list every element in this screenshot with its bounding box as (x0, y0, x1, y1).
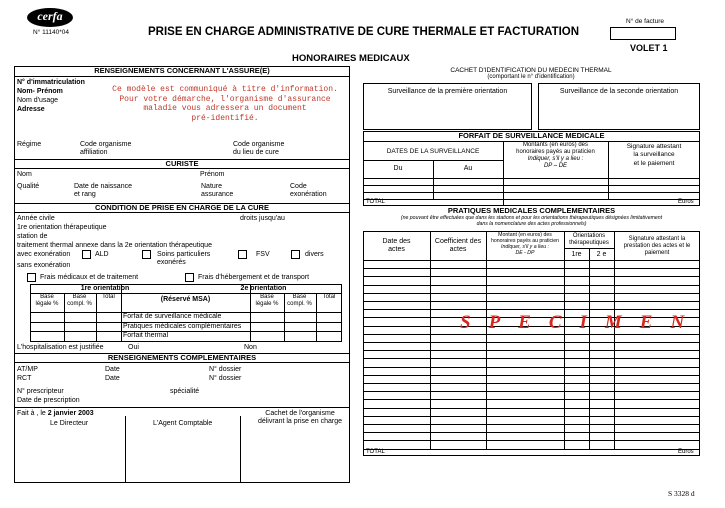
assure-section-title: RENSEIGNEMENTS CONCERNANT L'ASSURE(E) (94, 66, 270, 75)
atmp-dossier-label: N° dossier (209, 366, 242, 373)
droits-label: droits jusqu'au (240, 215, 285, 222)
specialite-label: spécialité (170, 388, 200, 395)
base-compl-1: Base compl. % (67, 294, 92, 307)
notice-line-4: pré-identifié. (191, 113, 259, 123)
sans-exoneration-label: sans exonération (17, 262, 71, 269)
orientation-2-header: 2e orientation (240, 285, 287, 292)
pratiques-table (363, 231, 703, 456)
agent-comptable-label: L'Agent Comptable (153, 420, 213, 427)
volet-label: VOLET 1 (630, 43, 668, 53)
atmp-label: AT/MP (17, 366, 38, 373)
curiste-section-title: CURISTE (165, 159, 199, 168)
pratiques-row-line (363, 367, 700, 368)
forfait-surveillance-row: Forfait de surveillance médicale (123, 313, 222, 320)
date-prescription-label: Date de prescription (17, 397, 80, 404)
base-legale-2: Base légale % (255, 294, 279, 307)
signature-surveillance-label: Signature attestant la surveillance et le paiement (626, 143, 682, 167)
notice-line-1: Ce modèle est communiqué à titre d'information. (112, 85, 338, 94)
date-actes-label: Date des actes (382, 238, 411, 254)
orientation-1-label: 1re orientation thérapeutique (17, 224, 107, 231)
orientations-label: Orientations thérapeutiques (569, 233, 609, 246)
ald-checkbox[interactable] (82, 250, 91, 259)
forfait-thermal-row: Forfait thermal (123, 332, 169, 339)
pratiques-row-line (363, 416, 700, 417)
cerfa-logo-text: cerfa (37, 9, 63, 23)
pratiques-note: (ne pouvant être effectuées que dans les stations et pour les orientations thérapeutiques désignées limitativement dans la nomenclature des actes professionnels) (400, 215, 663, 227)
code-exoneration-label: Code exonération (290, 183, 327, 199)
pratiques-row-line (363, 268, 700, 269)
regime-label: Régime (17, 141, 42, 148)
orientation-1re: 1re (571, 251, 582, 258)
total-2: Total (322, 294, 336, 300)
hospitalisation-non[interactable]: Non (244, 344, 257, 351)
total-1: Total (102, 294, 115, 300)
forfait-total-label: TOTAL (366, 199, 385, 205)
nom-prenom-label: Nom- Prénom (17, 88, 63, 95)
pratiques-row-line (363, 383, 700, 384)
dates-surveillance-label: DATES DE LA SURVEILLANCE (386, 148, 480, 155)
code-organisme-lieu-label: Code organisme du lieu de cure (233, 141, 285, 157)
rct-dossier-label: N° dossier (209, 375, 242, 382)
pratiques-title: PRATIQUES MEDICALES COMPLEMENTAIRES (447, 206, 616, 215)
condition-section-title: CONDITION DE PRISE EN CHARGE DE LA CURE (95, 203, 269, 212)
pratiques-row-line (363, 358, 700, 359)
page-subtitle: HONORAIRES MEDICAUX (292, 53, 410, 64)
pratiques-row-line (363, 391, 700, 392)
pratiques-row-line (363, 408, 700, 409)
coefficient-actes-label: Coefficient des actes (434, 238, 482, 254)
footer-code: S 3328 d (668, 489, 695, 498)
pratiques-row-line (363, 309, 700, 310)
form-number: N° 11140*04 (33, 29, 69, 36)
complementaires-section-title: RENSEIGNEMENTS COMPLEMENTAIRES (107, 353, 257, 362)
montants-forfait-label: Montants (en euros) des honoraires payés au praticien Indiquer, s'il y a lieu : DP – DE (516, 142, 595, 169)
nom-label: Nom (17, 171, 32, 178)
code-organisme-affiliation-label: Code organisme affiliation (80, 141, 132, 157)
invoice-label: N° de facture (626, 18, 665, 25)
soins-particuliers-label: Soins particuliers exonérés (157, 251, 211, 267)
pratiques-row: Pratiques médicales complémentaires (123, 323, 242, 330)
info-notice (100, 85, 350, 123)
frais-hebergement-label: Frais d'hébergement et de transport (198, 274, 310, 281)
surveillance-2-label: Surveillance de la seconde orientation (559, 88, 679, 95)
notice-line-2: Pour votre démarche, l'organisme d'assurance (119, 94, 331, 104)
pratiques-row-line (363, 285, 700, 286)
qualite-label: Qualité (17, 183, 40, 190)
pratiques-row-line (363, 424, 700, 425)
reserve-msa: (Réservé MSA) (160, 296, 211, 303)
immatriculation-label: N° d'immatriculation (17, 79, 85, 86)
pratiques-euros-label: Euros (678, 449, 694, 455)
hospitalisation-oui[interactable]: Oui (128, 344, 139, 351)
divers-label: divers (305, 251, 324, 258)
pratiques-total-label: TOTAL (366, 449, 385, 455)
pratiques-row-line (363, 432, 700, 433)
specimen-watermark: SPECIMEN (460, 312, 703, 333)
nature-assurance-label: Nature assurance (201, 183, 234, 199)
pratiques-row-line (363, 293, 700, 294)
pratiques-row-line (363, 301, 700, 302)
pratiques-row-line (363, 440, 700, 441)
pratiques-row-line (363, 334, 700, 335)
medecin-cachet-title: CACHET D'IDENTIFICATION DU MEDECIN THERMAL (comportant le n° d'identification) (450, 67, 612, 81)
fsv-label: FSV (256, 251, 270, 258)
nom-usage-label: Nom d'usage (17, 97, 59, 104)
pratiques-row-line (363, 399, 700, 400)
soins-particuliers-checkbox[interactable] (142, 250, 151, 259)
date-naissance-label: Date de naissance et rang (74, 183, 132, 199)
cachet-organisme-label: Cachet de l'organisme délivrant la prise en charge (257, 410, 343, 426)
surveillance-1-label: Surveillance de la première orientation (387, 88, 508, 95)
base-legale-1: Base légale % (35, 294, 59, 307)
rct-label: RCT (17, 375, 32, 382)
signature-prestation-label: Signature attestant la prestation des actes et le paiement (623, 236, 691, 256)
frais-medicaux-checkbox[interactable] (27, 273, 36, 282)
orientation-1-header: 1re orientation (80, 285, 130, 292)
forfait-title: FORFAIT DE SURVEILLANCE MEDICALE (458, 131, 605, 140)
divers-checkbox[interactable] (291, 250, 300, 259)
prenom-label: Prénom (200, 171, 225, 178)
pratiques-row-line (363, 449, 700, 450)
traitement-label: traitement thermal annexe dans la 2e orientation thérapeutique (17, 242, 212, 249)
pratiques-row-line (363, 260, 700, 261)
avec-exoneration-label: avec exonération (17, 251, 71, 258)
fait-a-label: Fait à , le 2 janvier 2003 (17, 410, 94, 417)
atmp-date-label: Date (105, 366, 120, 373)
forfait-euros-label: Euros (678, 199, 694, 205)
directeur-label: Le Directeur (50, 420, 89, 427)
fsv-checkbox[interactable] (238, 250, 247, 259)
du-label: Du (393, 165, 403, 172)
au-label: Au (463, 165, 473, 172)
rct-date-label: Date (105, 375, 120, 382)
invoice-number-field[interactable] (610, 27, 676, 40)
frais-hebergement-checkbox[interactable] (185, 273, 194, 282)
montant-actes-label: Montant (en euros) des honoraires payés au praticien Indiquer, s'il y a lieu : DE - DP (490, 232, 560, 256)
prescripteur-label: N° prescripteur (17, 388, 64, 395)
pratiques-row-line (363, 342, 700, 343)
page-title: PRISE EN CHARGE ADMINISTRATIVE DE CURE THERMALE ET FACTURATION (148, 26, 580, 38)
ald-label: ALD (95, 251, 109, 258)
station-label: station de (17, 233, 48, 240)
notice-line-3: maladie vous adressera un document (143, 104, 307, 114)
frais-medicaux-label: Frais médicaux et de traitement (40, 274, 139, 281)
pratiques-row-line (363, 350, 700, 351)
annee-civile-label: Année civile (17, 215, 55, 222)
hospitalisation-label: L'hospitalisation est justifiée (17, 344, 104, 351)
pratiques-row-line (363, 276, 700, 277)
base-compl-2: Base compl. % (287, 294, 312, 307)
signature-date: 2 janvier 2003 (47, 410, 94, 417)
adresse-label: Adresse (17, 106, 45, 113)
pratiques-row-line (363, 375, 700, 376)
orientation-2e: 2 e (596, 251, 607, 258)
